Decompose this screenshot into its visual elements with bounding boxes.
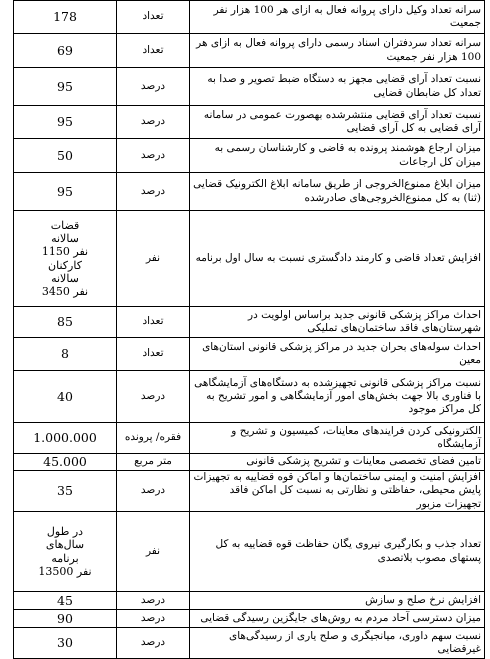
unit-cell: تعداد (117, 1, 190, 34)
unit-cell: تعداد (117, 307, 190, 338)
unit-cell: نفر (117, 211, 190, 307)
unit-cell: متر مربع (117, 454, 190, 471)
description-cell: میزان ابلاغ ممنوع‌الخروجی از طریق سامانه ابلاغ الکترونیک قضایی (ثنا) به کل ممنوع‌الخروجی‌های صادرشده (190, 173, 485, 211)
description-cell: سرانه تعداد وکیل دارای پروانه فعال به ازای هر 100 هزار نفر جمعیت (190, 1, 485, 34)
table-row (14, 512, 485, 592)
table-row (14, 423, 485, 454)
value-cell: 85 (14, 307, 117, 338)
indicator-table-body (14, 1, 485, 659)
value-cell: 95 (14, 68, 117, 106)
unit-cell: تعداد (117, 34, 190, 68)
description-cell: نسبت مراکز پزشکی قانونی تجهیزشده به دستگاه‌های آزمایشگاهی با فناوری بالا جهت بخش‌های امور آزمایشگاهی و امور تشریح به کل مراکز موجود (190, 371, 485, 423)
value-cell: 8 (14, 338, 117, 371)
unit-cell: درصد (117, 610, 190, 628)
table-row (14, 592, 485, 610)
unit-cell: درصد (117, 139, 190, 173)
description-cell: نسبت تعداد آرای قضایی مجهز به دستگاه ضبط تصویر و صدا به تعداد کل ضابطان قضایی (190, 68, 485, 106)
description-cell: میزان دسترسی آحاد مردم به روش‌های جایگزین رسیدگی قضایی (190, 610, 485, 628)
value-cell: 95 (14, 106, 117, 139)
table-row (14, 610, 485, 628)
table-row (14, 34, 485, 68)
value-cell: 90 (14, 610, 117, 628)
unit-cell: نفر (117, 512, 190, 592)
table-row (14, 628, 485, 659)
unit-cell: درصد (117, 173, 190, 211)
unit-cell: درصد (117, 68, 190, 106)
table-row (14, 307, 485, 338)
value-cell: 35 (14, 471, 117, 512)
value-cell: 30 (14, 628, 117, 659)
table-row (14, 338, 485, 371)
description-cell: میزان ارجاع هوشمند پرونده به قاضی و کارشناسان رسمی به میزان کل ارجاعات (190, 139, 485, 173)
description-cell: افزایش نرخ صلح و سازش (190, 592, 485, 610)
value-cell: 69 (14, 34, 117, 68)
value-cell: در طول سال‌های برنامه 13500 نفر (14, 512, 117, 592)
value-cell: 178 (14, 1, 117, 34)
indicator-table (13, 0, 485, 659)
value-cell: 95 (14, 173, 117, 211)
description-cell: تعداد جذب و بکارگیری نیروی یگان حفاظت قوه قضاییه به کل پستهای مصوب بلاتصدی (190, 512, 485, 592)
table-row (14, 454, 485, 471)
table-row (14, 471, 485, 512)
unit-cell: درصد (117, 471, 190, 512)
description-cell: احداث سوله‌های بحران جدید در مراکز پزشکی قانونی استان‌های معین (190, 338, 485, 371)
table-row (14, 68, 485, 106)
unit-cell: درصد (117, 628, 190, 659)
value-cell: 45 (14, 592, 117, 610)
unit-cell: تعداد (117, 338, 190, 371)
value-cell: 45.000 (14, 454, 117, 471)
unit-cell: درصد (117, 592, 190, 610)
description-cell: تامین فضای تخصصی معاینات و تشریح پزشکی قانونی (190, 454, 485, 471)
table-row (14, 173, 485, 211)
value-cell: 40 (14, 371, 117, 423)
description-cell: نسبت سهم داوری، میانجیگری و صلح یاری از رسیدگی‌های غیرقضایی (190, 628, 485, 659)
table-row (14, 139, 485, 173)
table-row (14, 211, 485, 307)
unit-cell: درصد (117, 371, 190, 423)
description-cell: نسبت تعداد آرای قضایی منتشرشده بهصورت عمومی در سامانه آرای قضایی به کل آرای قضایی (190, 106, 485, 139)
table-row (14, 106, 485, 139)
description-cell: احداث مراکز پزشکی قانونی جدید براساس اولویت در شهرستان‌های فاقد ساختمان‌های تملیکی (190, 307, 485, 338)
value-cell: 50 (14, 139, 117, 173)
table-row (14, 371, 485, 423)
unit-cell: فقره/ پرونده (117, 423, 190, 454)
description-cell: الکترونیکی کردن فرایندهای معاینات، کمیسیون و تشریح و آزمایشگاه (190, 423, 485, 454)
unit-cell: درصد (117, 106, 190, 139)
table-row (14, 1, 485, 34)
indicator-table-page (13, 0, 484, 655)
description-cell: افزایش تعداد قاضی و کارمند دادگستری نسبت به سال اول برنامه (190, 211, 485, 307)
description-cell: سرانه تعداد سردفتران اسناد رسمی دارای پروانه فعال به ازای هر 100 هزار نفر جمعیت (190, 34, 485, 68)
value-cell: 1.000.000 (14, 423, 117, 454)
description-cell: افزایش امنیت و ایمنی ساختمان‌ها و اماکن قوه قضاییه به تجهیزات پایش محیطی، حفاظتی و نظارتی به نسبت کل اماکن فاقد تجهیزات مزبور (190, 471, 485, 512)
value-cell: قضات سالانه 1150 نفر کارکنان سالانه 3450 نفر (14, 211, 117, 307)
